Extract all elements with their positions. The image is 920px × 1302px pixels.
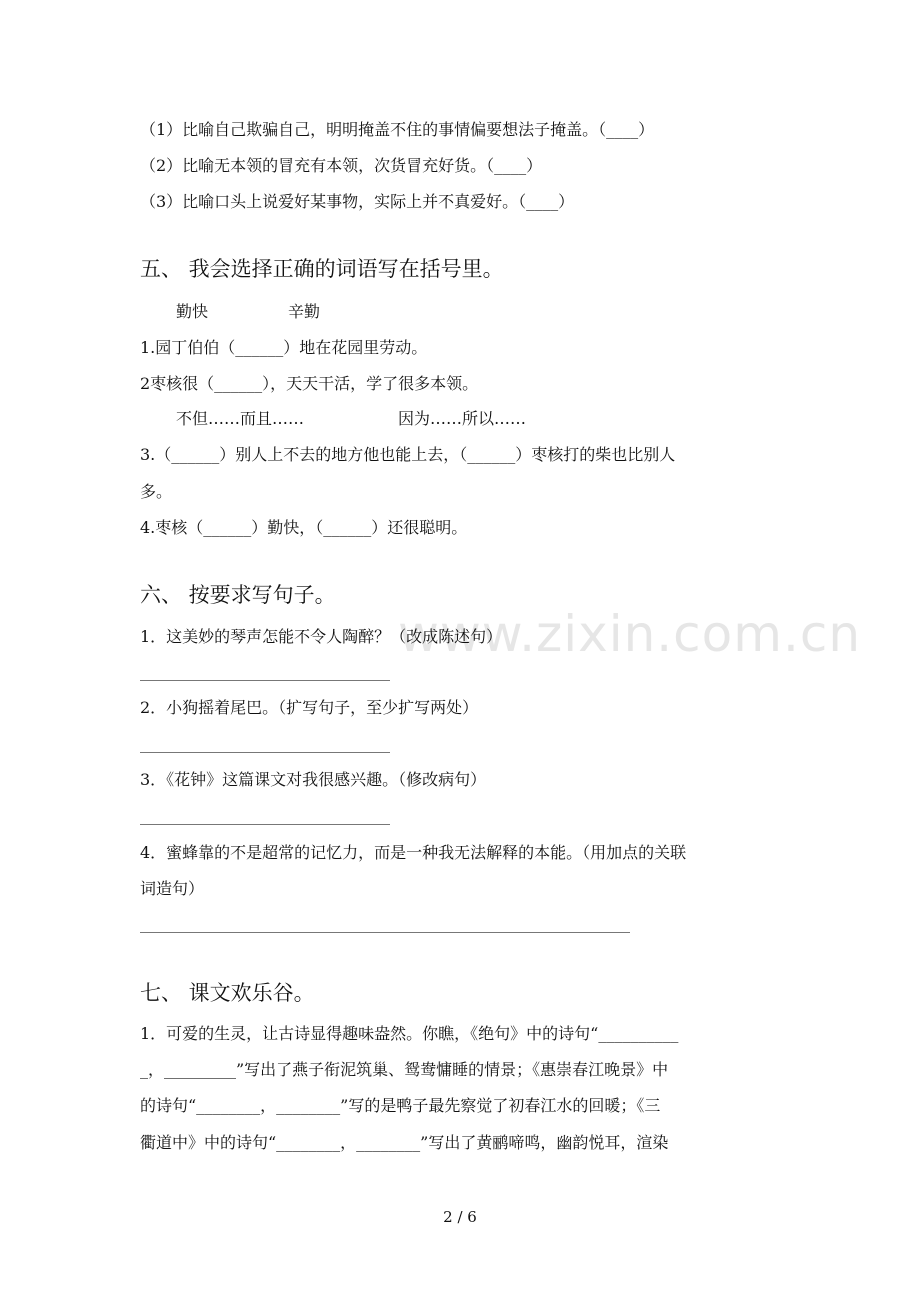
answer-line [140, 680, 390, 681]
question-6-4: 4．蜜蜂靠的不是超常的记忆力，而是一种我无法解释的本能。（用加点的关联 [140, 843, 687, 862]
question-6-2: 2．小狗摇着尾巴。（扩写句子，至少扩写两处） [140, 698, 479, 717]
section-6-heading: 六、 按要求写句子。 [140, 583, 336, 607]
question-7-line: 衢道中》中的诗句“________，________”写出了黄鹂啼鸣，幽韵悦耳，渲染 [140, 1133, 669, 1152]
idiom-item-2: （2）比喻无本领的冒充有本领，次货冒充好货。（____） [140, 156, 543, 175]
question-5-3-continued: 多。 [140, 482, 173, 501]
section-7-heading: 七、 课文欢乐谷。 [140, 981, 315, 1005]
question-6-4-continued: 词造句） [140, 879, 205, 898]
page-number: 2 / 6 [443, 1208, 477, 1226]
watermark: www.zixin.com.cn [398, 605, 862, 663]
question-5-1: 1.园丁伯伯（______）地在花园里劳动。 [140, 338, 428, 357]
question-7-line: _，_________”写出了燕子衔泥筑巢、鸳鸯慵睡的情景；《惠崇春江晚景》中 [140, 1060, 669, 1079]
word-option: 勤快 [176, 302, 209, 321]
question-5-2: 2枣核很（______），天天干活，学了很多本领。 [140, 374, 479, 393]
question-6-3: 3．《花钟》这篇课文对我很感兴趣。（修改病句） [140, 770, 487, 789]
idiom-item-3: （3）比喻口头上说爱好某事物，实际上并不真爱好。（____） [140, 192, 575, 211]
question-7-line: 1．可爱的生灵，让古诗显得趣味盎然。你瞧，《绝句》中的诗句“__________ [140, 1024, 679, 1043]
section-5-heading: 五、 我会选择正确的词语写在括号里。 [140, 257, 504, 281]
answer-line [140, 824, 390, 825]
question-7-line: 的诗句“________，________”写的是鸭子最先察觉了初春江水的回暖；《三 [140, 1096, 661, 1115]
answer-line [140, 752, 390, 753]
conjunction-option: 不但……而且…… [176, 409, 305, 428]
answer-line [140, 932, 630, 933]
word-option: 辛勤 [288, 302, 321, 321]
question-5-4: 4.枣核（______）勤快，（______）还很聪明。 [140, 518, 468, 537]
conjunction-option: 因为……所以…… [398, 409, 527, 428]
question-6-1: 1．这美妙的琴声怎能不令人陶醉？（改成陈述句） [140, 627, 503, 646]
question-5-3: 3.（______）别人上不去的地方他也能上去，（______）枣核打的柴也比别人 [140, 445, 676, 464]
idiom-item-1: （1）比喻自己欺骗自己，明明掩盖不住的事情偏要想法子掩盖。（____） [140, 120, 655, 139]
